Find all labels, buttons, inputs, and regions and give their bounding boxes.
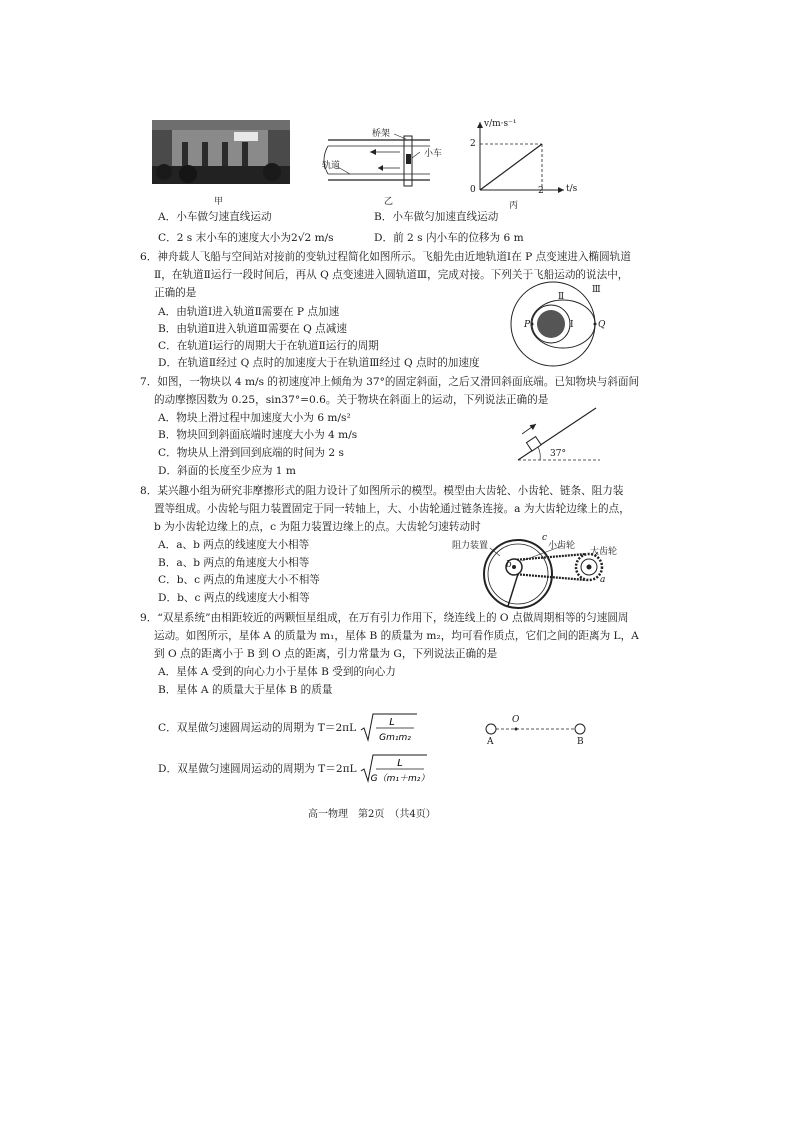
q9-option-c-radical (360, 712, 418, 744)
page-footer: 高一物理 第2页 （共4页） (308, 809, 436, 820)
q5-option-b: B．小车做匀加速直线运动 (374, 211, 499, 223)
label-orbit-ii: Ⅱ (558, 292, 565, 302)
q7-option-b: B．物块回到斜面底端时速度大小为 4 m/s (158, 429, 358, 441)
q9-option-c-sqrt (360, 712, 418, 744)
q6-option-a: A．由轨道Ⅰ进入轨道Ⅱ需要在 P 点加速 (158, 306, 340, 318)
q9-option-a: A．星体 A 受到的向心力小于星体 B 受到的向心力 (158, 666, 396, 678)
q8-option-c: C．b、c 两点的角速度大小不相等 (158, 574, 320, 586)
figure-bing-vt-graph (460, 116, 580, 200)
label-point-a: a (600, 575, 606, 585)
q5-option-c (158, 231, 334, 245)
q9-stem-line2: 运动。如图所示，星体 A 的质量为 m₁，星体 B 的质量为 m₂，均可看作质点，它们之间的距离为 L，A (154, 630, 639, 642)
caption-jia: 甲 (214, 197, 224, 207)
photo-jia-image (152, 120, 290, 184)
label-point-b: b (506, 560, 512, 570)
q8-option-d: D．b、c 两点的线速度大小相等 (158, 592, 310, 604)
q9-option-d-text: D．双星做匀速圆周运动的周期为 T＝2πL (158, 763, 357, 775)
label-big-gear: 大齿轮 (590, 547, 618, 557)
star-a (486, 724, 496, 734)
label-orbit-iii: Ⅲ (592, 285, 601, 295)
earth (537, 310, 565, 338)
q9-option-c-denominator: Gm₁m₂ (378, 733, 411, 743)
label-point-o: O (512, 715, 520, 725)
label-orbit-i: Ⅰ (570, 320, 574, 330)
q5-option-c-text: C．2 s 末小车的速度大小为 (158, 232, 291, 244)
figure-binary-stars (480, 718, 590, 748)
q9-option-b: B．星体 A 的质量大于星体 B 的质量 (158, 684, 333, 696)
q6-stem-line2: Ⅱ，在轨道Ⅱ运行一段时间后，再从 Q 点变速进入圆轨道Ⅲ，完成对接。下列关于飞船运动的说法中， (154, 269, 629, 281)
q9-option-c-numerator: L (388, 717, 395, 728)
label-t-axis: t/s (566, 184, 578, 194)
tick-2-v: 2 (470, 139, 476, 149)
q7-option-a: A．物块上滑过程中加速度大小为 6 m/s² (158, 412, 351, 424)
point-o (515, 728, 518, 731)
label-star-a: A (487, 737, 494, 747)
caption-bing: 丙 (509, 201, 519, 211)
label-star-b: B (577, 737, 584, 747)
label-point-c: c (542, 533, 548, 543)
q5-option-c-value: 2√2 m/s (290, 232, 334, 244)
q9-stem-line1: 9．“双星系统”由相距较近的两颗恒星组成，在万有引力作用下，绕连线上的 O 点做周期相等的匀速圆周 (140, 612, 629, 624)
q5-option-a: A．小车做匀速直线运动 (158, 211, 272, 223)
star-b (575, 724, 585, 734)
q8-option-b: B．a、b 两点的角速度大小相等 (158, 557, 310, 569)
caption-yi: 乙 (384, 197, 394, 207)
q8-stem-line1: 8．某兴趣小组为研究非摩擦形式的阻力设计了如图所示的模型。模型由大齿轮、小齿轮、链条、阻力装 (140, 485, 624, 497)
vt-line (480, 144, 542, 190)
tick-0: 0 (470, 185, 476, 195)
q9-stem-line3: 到 O 点的距离小于 B 到 O 点的距离，引力常量为 G，下列说法正确的是 (154, 648, 498, 660)
q5-option-d: D．前 2 s 内小车的位移为 6 m (374, 232, 524, 244)
q7-option-d: D．斜面的长度至少应为 1 m (158, 465, 296, 477)
label-point-p: P (524, 320, 531, 330)
q8-option-a: A．a、b 两点的线速度大小相等 (158, 539, 310, 551)
q7-stem-line2: 的动摩擦因数为 0.25，sin37°=0.6。关于物块在斜面上的运动，下列说法正确的是 (154, 394, 549, 406)
q7-option-c: C．物块从上滑到回到底端的时间为 2 s (158, 447, 344, 459)
q8-stem-line2: 置等组成。小齿轮与阻力装置固定于同一转轴上，大、小齿轮通过链条连接。a 为大齿轮边缘上的点， (154, 503, 630, 515)
label-resistance-device: 阻力装置 (452, 541, 489, 551)
q6-stem-line3: 正确的是 (154, 287, 197, 299)
q6-option-c: C．在轨道Ⅰ运行的周期大于在轨道Ⅱ运行的周期 (158, 340, 379, 352)
q9-option-d-denominator: G（m₁＋m₂） (370, 774, 428, 784)
photo-jia (152, 120, 290, 184)
q9-option-d-numerator: L (397, 758, 403, 769)
label-track: 轨道 (322, 161, 341, 171)
chain (514, 554, 586, 580)
q9-option-c-text: C．双星做匀速圆周运动的周期为 T＝2πL (158, 722, 357, 734)
label-v-axis: v/m·s⁻¹ (484, 119, 517, 129)
label-bridge: 桥架 (372, 129, 391, 139)
q9-option-d-radical (360, 753, 428, 785)
q8-stem-line3: b 为小齿轮边缘上的点，c 为阻力装置边缘上的点。大齿轮匀速转动时 (154, 521, 481, 533)
q7-stem-line1: 7．如图，一物块以 4 m/s 的初速度冲上倾角为 37°的固定斜面，之后又滑回斜面底端。已知物块与斜面间 (140, 376, 640, 388)
label-car: 小车 (424, 149, 443, 159)
tick-2-t: 2 (538, 186, 544, 196)
label-small-gear: 小齿轮 (548, 541, 576, 551)
q6-stem-line1: 6．神舟载人飞船与空间站对接前的变轨过程简化如图所示。飞船先由近地轨道Ⅰ在 P 点变速进入椭圆轨道 (140, 251, 631, 263)
q9-option-d-sqrt (360, 753, 428, 785)
q9-option-d (158, 753, 428, 785)
q6-option-b: B．由轨道Ⅱ进入轨道Ⅲ需要在 Q 点减速 (158, 323, 347, 335)
q6-option-d: D．在轨道Ⅱ经过 Q 点时的加速度大于在轨道Ⅲ经过 Q 点时的加速度 (158, 357, 480, 369)
q9-option-c (158, 712, 418, 744)
label-point-q: Q (598, 320, 606, 330)
label-angle: 37° (550, 449, 566, 459)
